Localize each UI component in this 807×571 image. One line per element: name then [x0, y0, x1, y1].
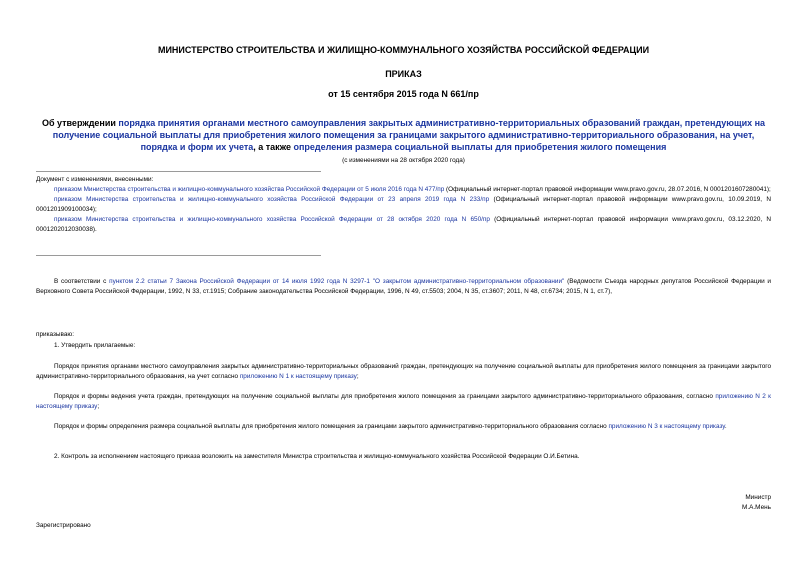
registration-note: Зарегистрировано	[36, 522, 91, 529]
paragraph-amount-text: Порядок и формы определения размера социальной выплаты для приобретения жилого помещения за границами закрытого административно-территориального образования согласно	[54, 423, 609, 430]
title-link-amount[interactable]: определения размера социальной выплаты для приобретения жилого помещения	[293, 142, 667, 152]
document-title	[36, 117, 771, 153]
preamble	[36, 277, 771, 297]
paragraph-amount-end: .	[724, 423, 727, 430]
paragraph-procedure	[36, 362, 771, 382]
title-middle: , а также	[253, 142, 294, 152]
paragraph-registry-text: Порядок и формы ведения учета граждан, претендующих на получение социальной выплаты для приобретения жилого помещения за границами закрытого административно-территориального образования, согласно	[54, 393, 716, 400]
signature-block	[742, 493, 771, 513]
change-item	[36, 215, 771, 234]
preamble-law-link[interactable]: пунктом 2.2 статьи 7 Закона Российской Федерации от 14 июля 1992 года N 3297-1 "О закрытом административно-территориальном образовании"	[109, 278, 565, 285]
preamble-rest: (Ведомости Съезда народных депутатов Российской Федерации и Верховного Совета Российской Федерации, 1992, N 33, ст.1915; Собрание законодательства Российской Федерации, 1996, N 49, ст.5503; 2004, N 35, ст.3607; 2011, N 48, ст.6734; 2015, N 1, ст.7),	[36, 278, 771, 295]
edition-note: (с изменениями на 28 октября 2020 года)	[342, 157, 465, 164]
changes-heading: Документ с изменениями, внесенными:	[36, 176, 154, 183]
title-prefix: Об утверждении	[41, 118, 119, 128]
divider-top	[36, 171, 321, 172]
appendix-1-link[interactable]: приложению N 1 к настоящему приказу	[239, 373, 357, 380]
change-source-2: (Официальный интернет-портал правовой информации www.pravo.gov.ru, 10.09.2019, N 0001201909100034);	[36, 196, 771, 213]
change-link-1[interactable]: приказом Министерства строительства и жилищно-коммунального хозяйства Российской Федерации от 5 июля 2016 года N 477/пр	[54, 185, 445, 193]
title-link-procedure[interactable]: порядка принятия органами местного самоуправления закрытых административно-территориальных образований граждан, претендующих на получение социальной выплаты для приобретения жилого помещения за границами закрытого административно-территориального образования, на учет, порядка и форм их учета	[52, 118, 766, 152]
changes-block	[36, 175, 771, 234]
appendix-2-link[interactable]: приложению N 2 к настоящему приказу	[36, 393, 771, 410]
doc-type: ПРИКАЗ	[385, 69, 422, 79]
preamble-prefix: В соответствии с	[54, 278, 110, 285]
appendix-3-link[interactable]: приложению N 3 к настоящему приказу	[608, 423, 725, 430]
order-word: приказываю:	[36, 331, 74, 338]
change-link-2[interactable]: приказом Министерства строительства и жилищно-коммунального хозяйства Российской Федерации от 23 апреля 2019 года N 233/пр	[54, 196, 490, 203]
item-2: 2. Контроль за исполнением настоящего приказа возложить на заместителя Министра строительства и жилищно-коммунального хозяйства Российской Федерации О.И.Бетина.	[54, 453, 580, 460]
change-source-3: (Официальный интернет-портал правовой информации www.pravo.gov.ru, 03.12.2020, N 0001202012030038).	[36, 216, 771, 233]
paragraph-procedure-text: Порядок принятия органами местного самоуправления закрытых административно-территориальных образований граждан, претендующих на получение социальной выплаты для приобретения жилого помещения за границами закрытого административно-территориального образования, на учет согласно	[36, 363, 771, 380]
paragraph-registry-end: ;	[97, 403, 100, 410]
change-source-1: (Официальный интернет-портал правовой информации www.pravo.gov.ru, 28.07.2016, N 0001201607280041);	[444, 185, 771, 193]
change-link-3[interactable]: приказом Министерства строительства и жилищно-коммунального хозяйства Российской Федерации от 28 октября 2020 года N 650/пр	[54, 216, 490, 223]
paragraph-amount	[36, 422, 771, 432]
divider-bottom	[36, 255, 321, 256]
change-item	[36, 195, 771, 214]
ministry-heading: МИНИСТЕРСТВО СТРОИТЕЛЬСТВА И ЖИЛИЩНО-КОММУНАЛЬНОГО ХОЗЯЙСТВА РОССИЙСКОЙ ФЕДЕРАЦИИ	[157, 45, 650, 55]
signature-position: Министр	[745, 494, 771, 501]
signature-name: М.А.Мень	[742, 504, 771, 511]
paragraph-registry	[36, 392, 771, 412]
doc-date-number: от 15 сентября 2015 года N 661/пр	[328, 89, 479, 99]
item-1: 1. Утвердить прилагаемые:	[54, 342, 136, 349]
paragraph-procedure-end: ;	[356, 373, 359, 380]
change-item	[36, 185, 771, 195]
